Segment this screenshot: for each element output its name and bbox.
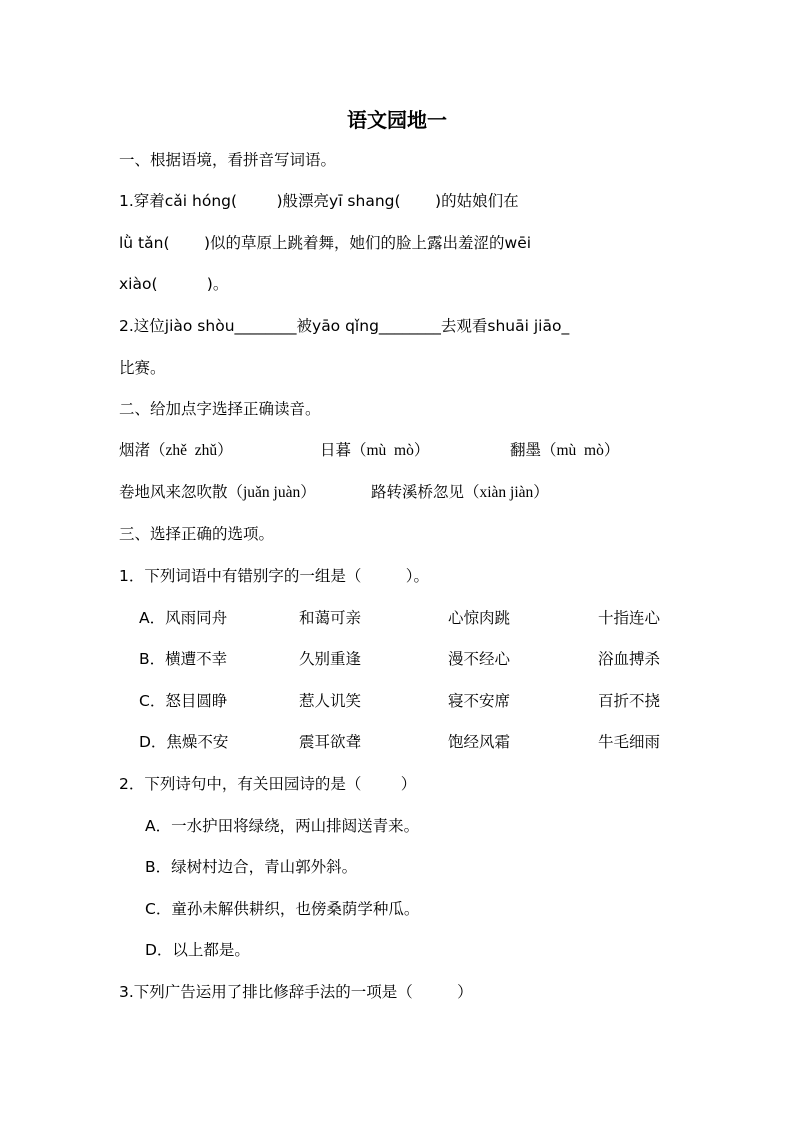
page-title: 语文园地一	[347, 108, 447, 132]
reading-item: 路转溪桥忽见（xiàn jiàn）	[371, 484, 549, 501]
option-word: 和蔼可亲	[299, 609, 362, 627]
option-word: 震耳欲聋	[299, 733, 362, 751]
option-word: 牛毛细雨	[598, 733, 661, 751]
option-word: 久别重逢	[299, 650, 362, 668]
q1-line: lǜ tǎn( )似的草原上跳着舞，她们的脸上露出羞涩的wēi	[119, 234, 532, 252]
reading-item: 卷地风来忽吹散（juǎn juàn）	[119, 484, 316, 501]
option-label: A．风雨同舟	[139, 609, 228, 627]
option-word: 惹人讥笑	[299, 692, 362, 710]
reading-item: 烟渚（zhě zhǔ）	[119, 442, 233, 459]
q2-line: 比赛。	[119, 359, 166, 377]
option-word: 饱经风霜	[448, 733, 511, 751]
q2-line: 2.这位jiào shòu________被yāo qǐng________去观看shuāi jiāo_	[119, 317, 570, 335]
q2-option: A．一水护田将绿绕，两山排闼送青来。	[145, 817, 420, 835]
q1-line: xiào( )。	[119, 275, 229, 293]
q2-option: C．童孙未解供耕织，也傍桑荫学种瓜。	[145, 900, 420, 918]
q3-stem: 3.下列广告运用了排比修辞手法的一项是（ ）	[119, 983, 473, 1001]
reading-item: 日暮（mù mò）	[320, 442, 430, 459]
q2-stem: 2．下列诗句中，有关田园诗的是（ ）	[119, 775, 417, 793]
section3-heading: 三、选择正确的选项。	[119, 525, 275, 543]
q2-option: D．以上都是。	[145, 941, 250, 959]
option-word: 浴血搏杀	[598, 650, 661, 668]
q1-stem: 1．下列词语中有错别字的一组是（ ）。	[119, 567, 429, 585]
option-word: 寝不安席	[448, 692, 511, 710]
reading-item: 翻墨（mù mò）	[510, 442, 620, 459]
section2-heading: 二、给加点字选择正确读音。	[119, 400, 321, 418]
option-word: 十指连心	[598, 609, 661, 627]
option-word: 漫不经心	[448, 650, 511, 668]
option-word: 心惊肉跳	[448, 609, 511, 627]
q2-option: B．绿树村边合，青山郭外斜。	[145, 858, 358, 876]
option-label: B．横遭不幸	[139, 650, 228, 668]
section1-heading: 一、根据语境，看拼音写词语。	[119, 151, 337, 169]
option-label: C．怒目圆睁	[139, 692, 228, 710]
q1-line: 1.穿着cǎi hóng( )般漂亮yī shang( )的姑娘们在	[119, 192, 519, 210]
option-word: 百折不挠	[598, 692, 661, 710]
option-label: D．焦燥不安	[139, 733, 229, 751]
